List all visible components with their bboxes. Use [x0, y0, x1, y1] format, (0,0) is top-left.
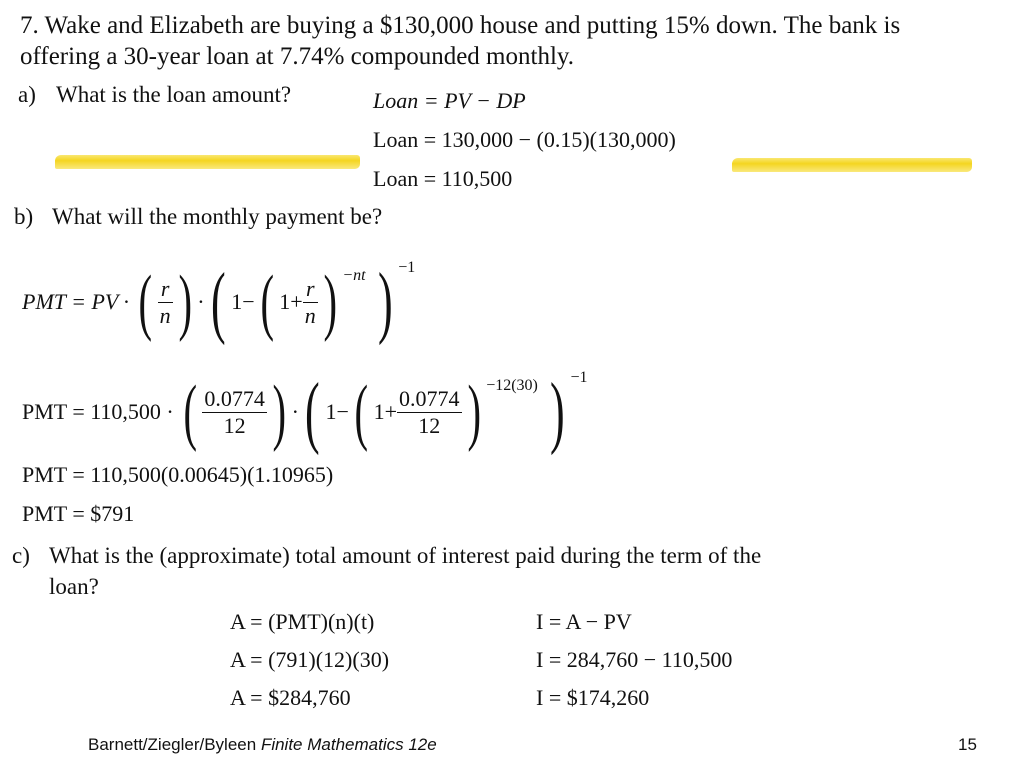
footer-authors: Barnett/Ziegler/Byleen [88, 735, 257, 754]
r-over-n [158, 276, 173, 329]
frac-numerator: r [158, 276, 173, 303]
part-c-i-eq-1: I = A − PV [536, 609, 632, 634]
one-plus: 1+ [373, 399, 398, 424]
frac-denominator: n [159, 302, 171, 328]
footer-citation [88, 735, 437, 755]
pmt-formula: PMT = PV · ( $\frac{r}{n}$ ) · ( 1− ( 1+ $\frac{r}{n}$ ) −nt ) −1 [22, 257, 416, 346]
inner-exponent: −nt [342, 267, 366, 284]
r-over-n-inner [303, 276, 318, 329]
rate-over-periods-inner [397, 386, 462, 439]
frac-denominator: 12 [418, 412, 441, 438]
part-b-eq-3: PMT = 110,500(0.00645)(1.10965) [22, 462, 334, 487]
one-plus: 1+ [279, 289, 303, 314]
part-a-label: a) [18, 82, 36, 107]
yellow-highlight-right [732, 158, 972, 172]
one-minus: 1− [325, 399, 349, 424]
frac-denominator: n [304, 302, 316, 328]
part-c-a-eq-3: A = $284,760 [230, 685, 351, 710]
part-c-a-eq-1: A = (PMT)(n)(t) [230, 609, 375, 634]
part-a-eq-3: Loan = 110,500 [373, 166, 513, 191]
page-number: 15 [958, 735, 977, 754]
part-c-label: c) [12, 543, 30, 568]
frac-denominator: 12 [223, 412, 246, 438]
pmt-substituted: PMT = 110,500 · ( $\frac{0.0774}{12}$ ) · ( 1− ( 1+ $\frac{0.0774}{12}$ ) −12(30) ) −1 [22, 367, 588, 456]
part-c-i-eq-2: I = 284,760 − 110,500 [536, 647, 733, 672]
part-c-question-line-1: What is the (approximate) total amount of interest paid during the term of the [49, 543, 762, 568]
outer-exponent: −1 [398, 259, 416, 276]
part-a-question: What is the loan amount? [56, 82, 292, 107]
outer-exponent: −1 [570, 369, 588, 386]
part-b-eq-4: PMT = $791 [22, 501, 135, 526]
part-c-question-line-2: loan? [49, 574, 99, 599]
one-minus: 1− [231, 289, 255, 314]
part-b-question: What will the monthly payment be? [52, 204, 383, 229]
frac-numerator: 0.0774 [399, 385, 460, 411]
pmt-sub-lhs: PMT = 110,500 · [22, 399, 174, 424]
problem-line-1: 7. Wake and Elizabeth are buying a $130,000 house and putting 15% down. The bank is [20, 12, 901, 39]
frac-numerator: 0.0774 [204, 385, 265, 411]
part-c-i-eq-3: I = $174,260 [536, 685, 650, 710]
footer-book-title: Finite Mathematics 12e [260, 735, 437, 754]
part-c-a-eq-2: A = (791)(12)(30) [230, 647, 390, 672]
yellow-highlight-left [55, 155, 360, 169]
part-a-eq-1: Loan = PV − DP [373, 88, 526, 113]
part-a-eq-2: Loan = 130,000 − (0.15)(130,000) [373, 127, 676, 152]
part-b-label: b) [14, 204, 34, 229]
frac-numerator: r [303, 276, 318, 303]
problem-line-2: offering a 30-year loan at 7.74% compounded monthly. [20, 43, 575, 70]
pmt-formula-lhs: PMT = PV · [22, 289, 129, 314]
rate-over-periods [202, 386, 267, 439]
inner-exponent: −12(30) [486, 377, 538, 394]
